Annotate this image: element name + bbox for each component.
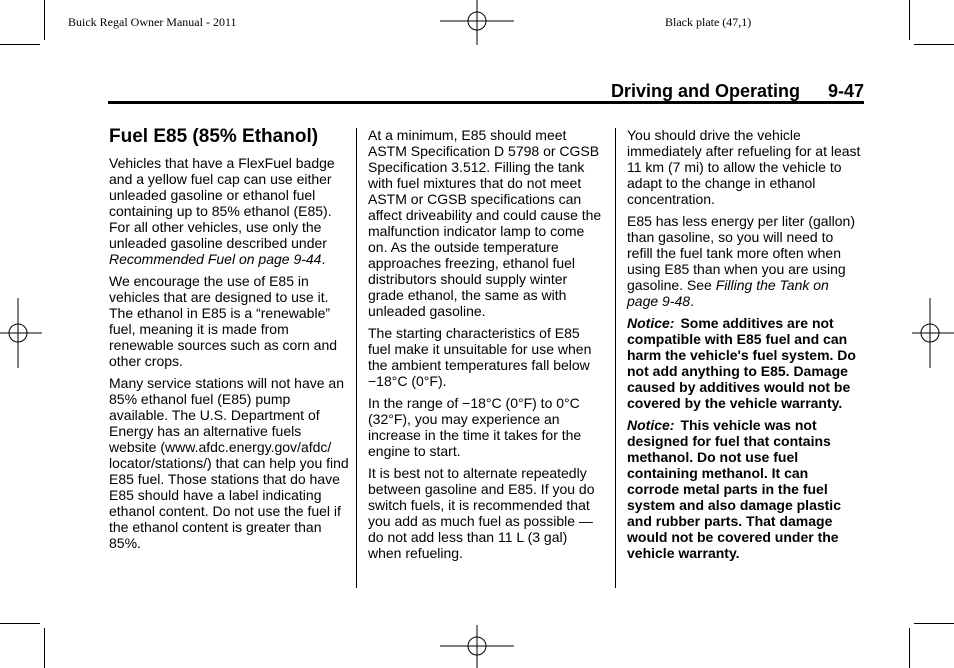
- manual-title: Buick Regal Owner Manual - 2011: [68, 15, 237, 29]
- paragraph: At a minimum, E85 should meet ASTM Specification D 5798 or CGSB Specification 3.512. Filling the tank with fuel mixtures that do not meet ASTM or CGSB specifications can affect driveability and could cause the malfunction indicator lamp to come on. As the outside temperature approaches freezing, ethanol fuel distributors should supply winter grade ethanol, the same as with unleaded gasoline.: [368, 127, 602, 319]
- registration-mark-top: [440, 0, 514, 45]
- paragraph-text: Vehicles that have a FlexFuel badge and a yellow fuel cap can use either unleaded gasoline or ethanol fuel containing up to 85% ethanol (E85). For all other vehicles, use only the unleaded gasoline described under: [109, 155, 335, 251]
- section-header: [108, 80, 864, 102]
- paragraph: We encourage the use of E85 in vehicles that are designed to use it. The ethanol in E85 is a “renewable” fuel, meaning it is made from renewable sources such as corn and other crops.: [109, 273, 338, 369]
- notice: [627, 315, 862, 411]
- paragraph-end: .: [321, 251, 326, 267]
- column-divider: [356, 128, 357, 588]
- paragraph: It is best not to alternate repeatedly between gasoline and E85. If you do switch fuels, it is recommended that you add as much fuel as possible — do not add less than 11 L (3 gal) when refueling.: [368, 465, 595, 561]
- notice: [627, 417, 862, 561]
- page-number: 9-47: [827, 81, 864, 101]
- crop-mark: [909, 0, 910, 40]
- crop-mark: [909, 628, 910, 668]
- notice-text: Some additives are not compatible with E85 fuel and can harm the vehicle's fuel system. Do not add anything to E85. Damage caused by additives would not be covered by the vehicle warranty.: [627, 315, 856, 411]
- column-1: [109, 126, 349, 557]
- paragraph-end: .: [690, 293, 694, 309]
- plate-label: Black plate (47,1): [665, 15, 752, 29]
- column-divider: [615, 128, 616, 588]
- crop-mark: [0, 623, 40, 624]
- crop-mark: [44, 628, 45, 668]
- paragraph: In the range of −18°C (0°F) to 0°C (32°F), you may experience an increase in the time it takes for the engine to start.: [368, 395, 582, 459]
- crop-mark: [0, 44, 40, 45]
- page-reference: Recommended Fuel on page 9-44: [109, 251, 322, 267]
- registration-mark-left: [0, 298, 42, 368]
- page-reference: Filling the Tank on page 9-48: [627, 277, 829, 309]
- crop-mark: [914, 623, 954, 624]
- paragraph: [109, 155, 349, 267]
- paragraph: Many service stations will not have an 85% ethanol fuel (E85) pump available. The U.S. Department of Energy has an alternative fuels website (www.afdc.energy.gov/afdc/ locator/stations/) that can help you find E85 fuel. Those stations that do have E85 should have a label indicating ethanol content. Do not use the fuel if the ethanol content is greater than 85%.: [109, 375, 349, 551]
- notice-text: This vehicle was not designed for fuel that contains methanol. Do not use fuel containing methanol. It can corrode metal parts in the fuel system and also damage plastic and rubber parts. That damage would not be covered under the vehicle warranty.: [627, 417, 841, 561]
- column-3: [627, 127, 862, 567]
- paragraph: The starting characteristics of E85 fuel make it unsuitable for use when the ambient temperatures fall below −18°C (0°F).: [368, 325, 592, 389]
- header-rule: [108, 101, 864, 104]
- notice-label: Notice:: [627, 417, 675, 433]
- paragraph: [627, 213, 862, 309]
- section-title: Driving and Operating: [610, 81, 800, 101]
- article-title: Fuel E85 (85% Ethanol): [109, 126, 319, 147]
- paragraph: You should drive the vehicle immediately after refueling for at least 11 km (7 mi) to allow the vehicle to adapt to the change in ethanol concentration.: [627, 127, 861, 207]
- paragraph-text: E85 has less energy per liter (gallon) than gasoline, so you will need to refill the fuel tank more often when using E85 than when you are using gasoline. See: [627, 213, 856, 293]
- registration-mark-right: [912, 298, 954, 368]
- registration-mark-bottom: [440, 625, 514, 668]
- crop-mark: [44, 0, 45, 40]
- notice-label: Notice:: [627, 315, 675, 331]
- crop-mark: [914, 44, 954, 45]
- column-2: [368, 127, 604, 567]
